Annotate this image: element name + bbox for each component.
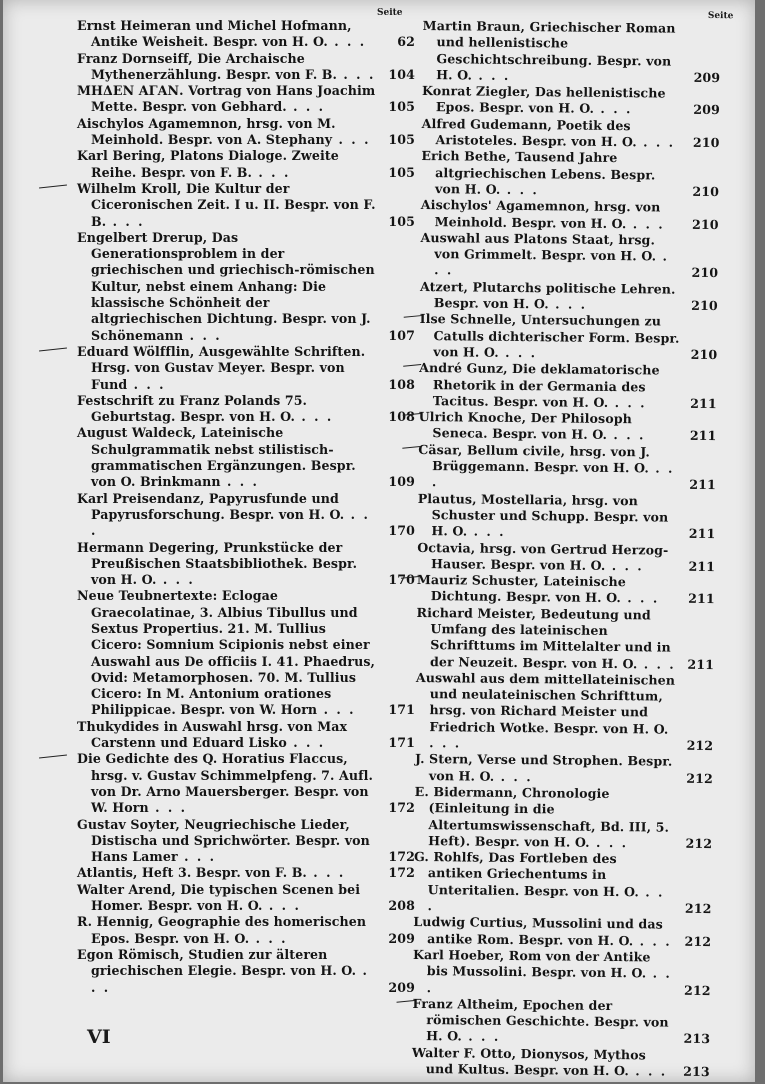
entry-page-number: 170 — [388, 572, 415, 588]
entry-text: Karl Bering, Platons Dialoge. Zweite Reihe. Bespr. von F. B. — [77, 148, 339, 180]
entry-page-number: 212 — [683, 982, 711, 998]
right-entry-list — [412, 18, 723, 1080]
dot-leaders: . . . — [177, 849, 216, 865]
entry-text: Martin Braun, Griechischer Roman und hellenistische Geschichtschreibung. Bespr. von H. O. — [422, 17, 676, 83]
entry-page-number: 171 — [388, 702, 415, 718]
index-entry — [77, 425, 417, 490]
dot-leaders: . . . — [607, 427, 646, 443]
dot-leaders: . . . — [461, 1028, 501, 1045]
entry-text: Engelbert Drerup, Das Generationsproblem in der griechischen und griechisch-römischen Kultur, nebst einem Anhang: Die klassische Schönheit der altgriechischen Dichtung. Bespr. von J. Schönemann — [77, 229, 375, 343]
entry-text: Erich Bethe, Tausend Jahre altgriechischen Lebens. Bespr. von H. O. — [421, 148, 656, 197]
index-entry — [412, 996, 712, 1048]
index-entry — [77, 751, 417, 816]
dot-leaders: . . . — [249, 930, 288, 946]
entry-text: Atlantis, Heft 3. Bespr. von F. B. — [77, 865, 307, 881]
index-entry — [412, 1045, 712, 1081]
dot-leaders: . . . — [429, 735, 462, 751]
index-entry — [413, 914, 713, 950]
entry-text: Ernst Heimeran und Michel Hofmann, Antike Weisheit. Bespr. von H. O. — [77, 18, 352, 50]
dot-leaders: . . . — [500, 181, 539, 198]
entry-page-number: 212 — [686, 737, 714, 754]
dot-leaders: . . . — [306, 865, 346, 881]
dot-leaders: . . . — [91, 506, 370, 539]
index-entry — [417, 539, 717, 575]
entry-text: Mauriz Schuster, Lateinische Dichtung. Bespr. von H. O. — [416, 572, 626, 606]
index-entry — [421, 116, 721, 152]
dot-leaders: . . . — [548, 296, 588, 312]
entry-text: Franz Altheim, Epochen der römischen Geschichte. Bespr. von H. O. — [412, 995, 669, 1044]
dot-leaders: . . . — [156, 572, 195, 588]
index-entry — [416, 605, 717, 673]
entry-page-number: 109 — [388, 474, 415, 490]
dot-leaders: . . . — [633, 932, 672, 949]
dot-leaders: . . . — [620, 590, 660, 606]
entry-text: Octavia, hrsg. von Gertrud Herzog-Hauser. Bespr. von H. O. — [417, 539, 669, 573]
entry-page-number: 105 — [388, 99, 415, 115]
dot-leaders: . . . — [426, 965, 672, 995]
entry-text: Aischylos Agamemnon, hrsg. von M. Meinhold. Bespr. von A. Stephany — [77, 115, 336, 148]
entry-page-number: 212 — [686, 770, 713, 786]
entry-page-number: 208 — [388, 898, 415, 914]
entry-text: Hermann Degering, Prunkstücke der Preußischen Staatsbibliothek. Bespr. von H. O. — [77, 539, 358, 588]
entry-page-number: 211 — [688, 526, 716, 542]
dot-leaders: . . . — [434, 248, 670, 278]
dot-leaders: . . . — [252, 164, 291, 180]
entry-page-number: 209 — [693, 69, 721, 86]
entry-text: Karl Hoeber, Rom von der Antike bis Mussolini. Bespr. von H. O. — [412, 946, 651, 981]
index-entry — [77, 148, 417, 181]
entry-page-number: 213 — [683, 1031, 711, 1047]
index-entry — [77, 83, 417, 116]
book-page — [3, 0, 755, 1082]
entry-text: Egon Römisch, Studien zur älteren griechischen Elegie. Bespr. von H. O. — [77, 946, 357, 979]
entry-page-number: 105 — [388, 213, 415, 229]
entry-page-number: 210 — [692, 183, 720, 200]
entry-text: Richard Meister, Bedeutung und Umfang des lateinischen Schrifttums im Mittelalter und in der Neuzeit. Bespr. von H. O. — [416, 604, 671, 671]
index-entry — [422, 18, 723, 86]
index-entry — [77, 18, 417, 51]
dot-leaders: . . . — [294, 409, 334, 425]
entry-page-number: 172 — [388, 865, 415, 881]
index-entry — [420, 279, 720, 315]
dot-leaders: . . . — [220, 474, 259, 490]
index-entry — [77, 344, 417, 393]
entry-page-number: 172 — [388, 849, 415, 865]
page-numeral: VI — [87, 1026, 111, 1048]
dot-leaders: . . . — [183, 327, 222, 343]
dot-leaders: . . . — [106, 213, 145, 229]
index-entry — [77, 865, 417, 881]
entry-page-number: 105 — [388, 164, 415, 180]
index-entry — [420, 230, 720, 282]
entry-page-number: 209 — [388, 979, 415, 995]
entry-text: Franz Dornseiff, Die Archaische Mythenerzählung. Bespr. von F. B. — [77, 50, 338, 82]
entry-text: Eduard Wölfflin, Ausgewählte Schriften. Hrsg. von Gustav Meyer. Bespr. von Fund — [77, 343, 366, 392]
entry-text: E. Bidermann, Chronologie (Einleitung in die Altertumswissenschaft, Bd. III, 5. Heft). Bespr. von H. O. — [414, 783, 670, 850]
right-column — [411, 0, 734, 1080]
entry-text: Plautus, Mostellaria, hrsg. von Schuster und Schupp. Bespr. von H. O. — [417, 490, 669, 539]
entry-text: Cäsar, Bellum civile, hrsg. von J. Brüggemann. Bespr. von H. O. — [418, 441, 650, 476]
dot-leaders: . . . — [636, 134, 676, 150]
pencil-mark — [39, 347, 67, 351]
index-entry — [77, 947, 417, 996]
dot-leaders: . . . — [262, 898, 301, 914]
index-entry — [77, 588, 417, 718]
entry-text: Festschrift zu Franz Polands 75. Geburtstag. Bespr. von H. O. — [77, 392, 308, 425]
entry-page-number: 211 — [687, 656, 715, 672]
index-entry — [77, 51, 417, 84]
dot-leaders: . . . — [608, 394, 647, 411]
dot-leaders: . . . — [332, 132, 371, 148]
dot-leaders: . . . — [471, 67, 511, 83]
dot-leaders: . . . — [467, 523, 506, 540]
entry-page-number: 211 — [689, 428, 717, 444]
index-entry — [418, 442, 718, 494]
entry-text: Auswahl aus dem mittellateinischen und neulateinischen Schrifttum, hrsg. von Richard Meister und Friedrich Wotke. Bespr. von H. O. — [415, 669, 676, 737]
index-entry — [422, 83, 722, 119]
entry-text: Ilse Schnelle, Untersuchungen zu Catulls dichterischer Form. Bespr. von H. O. — [419, 311, 680, 360]
entry-page-number: 210 — [691, 297, 718, 314]
index-entry — [419, 360, 719, 412]
index-entry — [77, 540, 417, 589]
column-header-seite: Seite — [707, 10, 734, 22]
entry-page-number: 212 — [685, 835, 713, 851]
index-entry — [421, 197, 721, 233]
entry-page-number: 210 — [691, 265, 719, 281]
index-entry — [417, 572, 717, 608]
dot-leaders: . . . — [605, 557, 644, 574]
column-header-seite: Seite — [377, 8, 403, 18]
entry-page-number: 209 — [693, 102, 720, 118]
entry-page-number: 211 — [690, 395, 717, 411]
entry-page-number: 211 — [688, 558, 716, 574]
entry-page-number: 210 — [692, 134, 720, 151]
dot-leaders: . . . — [286, 99, 326, 115]
entry-page-number: 211 — [688, 591, 715, 607]
entry-page-number: 105 — [388, 132, 415, 148]
dot-leaders: . . . — [637, 655, 676, 672]
entry-text: Atzert, Plutarchs politische Lehren. Bespr. von H. O. — [419, 278, 676, 312]
index-entry — [415, 751, 715, 787]
entry-page-number: 171 — [388, 735, 415, 751]
dot-leaders: . . . — [498, 344, 538, 361]
entry-page-number: 212 — [684, 900, 712, 917]
entry-page-number: 104 — [388, 66, 415, 82]
dot-leaders: . . . — [286, 735, 326, 751]
index-entry — [77, 817, 417, 866]
dot-leaders: . . . — [317, 702, 356, 718]
index-entry — [77, 491, 417, 540]
index-entry — [77, 393, 417, 426]
entry-text: ΜΗΔΕΝ ΑΓΑΝ. Vortrag von Hans Joachim Mette. Bespr. von Gebhard. — [77, 83, 376, 115]
index-entry — [419, 311, 719, 363]
entry-text: Ludwig Curtius, Mussolini und das antike Rom. Bespr. von H. O. — [413, 914, 663, 948]
entry-text: R. Hennig, Geographie des homerischen Epos. Bespr. von H. O. — [77, 914, 367, 946]
dot-leaders: . . . — [337, 66, 376, 82]
entry-page-number: 213 — [683, 1063, 710, 1080]
entry-page-number: 211 — [689, 477, 717, 493]
entry-page-number: 212 — [684, 933, 712, 949]
entry-text: Walter F. Otto, Dionysos, Mythos und Kultus. Bespr. von H. O. — [411, 1044, 646, 1079]
entry-page-number: 62 — [397, 34, 415, 50]
entry-text: J. Stern, Verse und Strophen. Bespr. von H. O. — [414, 751, 673, 784]
index-entry — [418, 409, 718, 445]
entry-page-number: 108 — [388, 409, 415, 425]
dot-leaders: . . . — [626, 215, 665, 232]
entry-text: G. Rohlfs, Das Fortleben des antiken Griechentums in Unteritalien. Bespr. von H. O. — [413, 849, 639, 900]
entry-page-number: 209 — [388, 930, 415, 946]
dot-leaders: . . . — [589, 834, 629, 851]
index-entry — [413, 849, 714, 917]
entry-text: Ulrich Knoche, Der Philosoph Seneca. Bespr. von H. O. — [418, 409, 633, 443]
entry-text: Wilhelm Kroll, Die Kultur der Ciceronischen Zeit. I u. II. Bespr. von F. B. — [77, 180, 376, 229]
index-entry — [77, 116, 417, 149]
dot-leaders: . . . — [431, 460, 675, 490]
left-entry-list — [77, 18, 417, 996]
entry-text: Alfred Gudemann, Poetik des Aristoteles. Bespr. von H. O. — [421, 115, 637, 150]
entry-page-number: 107 — [388, 327, 415, 343]
entry-text: Die Gedichte des Q. Horatius Flaccus, hrsg. v. Gustav Schimmelpfeng. 7. Aufl. von Dr. Arno Mauersberger. Bespr. von W. Horn — [77, 751, 374, 816]
pencil-mark — [39, 185, 67, 189]
index-entry — [414, 784, 715, 852]
entry-page-number: 172 — [388, 800, 415, 816]
index-entry — [77, 882, 417, 915]
entry-text: Walter Arend, Die typischen Scenen bei Homer. Bespr. von H. O. — [77, 881, 361, 914]
index-entry — [421, 148, 721, 200]
entry-text: Karl Preisendanz, Papyrusfunde und Papyrusforschung. Bespr. von H. O. — [77, 490, 345, 522]
index-entry — [77, 181, 417, 230]
index-entry — [415, 670, 716, 755]
index-entry — [413, 947, 713, 999]
dot-leaders: . . . — [327, 34, 367, 50]
index-entry — [77, 719, 417, 752]
dot-leaders: . . . — [91, 963, 369, 995]
entry-page-number: 170 — [388, 523, 415, 539]
index-entry — [77, 914, 417, 947]
entry-text: August Waldeck, Lateinische Schulgrammatik nebst stilistisch-grammatischen Ergänzungen. Bespr. von O. Brinkmann — [77, 425, 356, 490]
dot-leaders: . . . — [628, 1063, 668, 1079]
entry-text: Aischylos' Agamemnon, hrsg. von Meinhold. Bespr. von H. O. — [420, 197, 661, 231]
entry-text: Thukydides in Auswahl hrsg. von Max Carstenn und Eduard Lisko — [77, 718, 348, 751]
entry-text: André Gunz, Die deklamatorische Rhetorik in der Germania des Tacitus. Bespr. von H. O. — [419, 360, 660, 410]
entry-text: Neue Teubnertexte: Eclogae Graecolatinae, 3. Albius Tibullus und Sextus Propertius. 21. M. Tullius Cicero: Somnium Scipionis nebst einer Auswahl aus De officiis I. 41. Phaedrus, Ovid: Metamorphosen. 70. M. Tullius Cicero: In M. Antonium orationes Philippicae. Bespr. von W. Horn — [77, 588, 376, 718]
pencil-mark — [39, 755, 67, 759]
entry-page-number: 210 — [691, 216, 719, 232]
entry-text: Auswahl aus Platons Staat, hrsg. von Grimmelt. Bespr. von H. O. — [420, 229, 657, 264]
index-entry — [77, 230, 417, 344]
dot-leaders: . . . — [127, 376, 166, 392]
index-entry — [417, 491, 717, 543]
entry-text: Konrat Ziegler, Das hellenistische Epos. Bespr. von H. O. — [421, 83, 666, 117]
entry-page-number: 108 — [388, 376, 415, 392]
dot-leaders: . . . — [494, 768, 533, 784]
dot-leaders: . . . — [148, 800, 188, 816]
dot-leaders: . . . — [427, 884, 665, 914]
dot-leaders: . . . — [594, 101, 633, 117]
entry-text: Gustav Soyter, Neugriechische Lieder, Distischa und Sprichwörter. Bespr. von Hans Lamer — [77, 816, 370, 865]
entry-page-number: 210 — [690, 346, 718, 363]
